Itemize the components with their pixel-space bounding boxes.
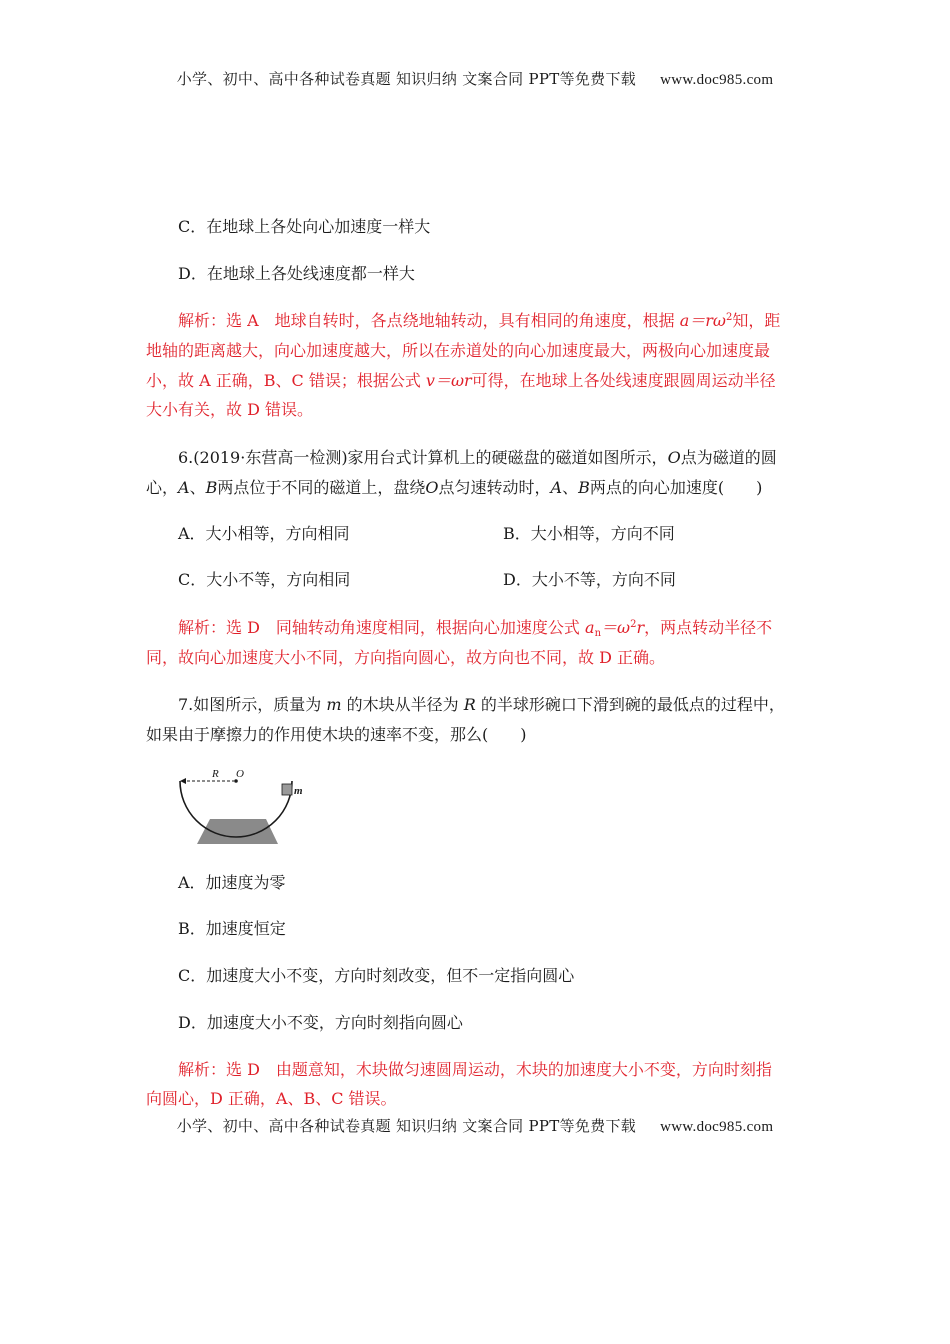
q5-formula: a＝rω (679, 311, 726, 330)
label-m: m (294, 785, 303, 797)
q5-answer-line-2: 地轴的距离越大，向心加速度越大，所以在赤道处的向心加速度最大，两极向心加速度最 (146, 341, 771, 360)
q6-option-c: C．大小不等，方向相同 (178, 570, 351, 589)
q6-stem-text: 点为磁道的圆 (680, 448, 777, 467)
q6-stem-line-1 (178, 445, 777, 471)
q6-answer-text: ，两点转动半径不 (644, 618, 773, 637)
q7-option-b: B．加速度恒定 (178, 919, 286, 938)
label-r: R (212, 768, 219, 780)
label-o: O (236, 768, 244, 780)
bowl-base-stand (197, 819, 278, 844)
q6-stem-text: 6.(2019·东营高一检测)家用台式计算机上的硬磁盘的磁道如图所示， (178, 448, 668, 467)
footer-site: www.doc985.com (660, 1119, 774, 1135)
q7-option-c: C．加速度大小不变，方向时刻改变，但不一定指向圆心 (178, 966, 575, 985)
q5-answer-line-1 (178, 308, 780, 334)
q7-option-a: A．加速度为零 (178, 873, 286, 892)
footer-text: 小学、初中、高中各种试卷真题 知识归纳 文案合同 PPT等免费下载 (176, 1117, 637, 1135)
q7-stem-text: 7.如图所示，质量为 (178, 695, 327, 714)
q6-var-a: A (178, 478, 190, 497)
q7-stem-text: 的半球形碗口下滑到碗的最低点的过程中， (475, 695, 785, 714)
q6-option-a: A．大小相等，方向相同 (178, 524, 350, 543)
q6-formula-sub: n (594, 628, 602, 639)
q6-stem-text: 点匀速转动时， (438, 478, 551, 497)
q6-option-d: D．大小不等，方向不同 (503, 570, 676, 589)
q6-stem-line-2 (146, 475, 762, 501)
q6-stem-text: 、 (562, 478, 579, 497)
q6-answer-text: 解析：选 D 同轴转动角速度相同，根据向心加速度公式 (178, 618, 586, 637)
q7-bowl-figure (170, 765, 320, 847)
q5-formula-sup: 2 (725, 312, 733, 323)
page-footer (0, 1115, 950, 1136)
q5-option-d: D．在地球上各处线速度都一样大 (178, 264, 415, 283)
q7-stem-line-1 (178, 692, 785, 718)
page-header (0, 68, 950, 89)
q7-stem-text: 的木块从半径为 (341, 695, 464, 714)
q7-answer-line-1: 解析：选 D 由题意知，木块做匀速圆周运动，木块的加速度大小不变，方向时刻指 (178, 1060, 772, 1079)
q6-var-o: O (425, 478, 439, 497)
q6-formula-omega: ＝ω (601, 618, 631, 637)
q5-answer-text: 知，距 (732, 311, 781, 330)
q7-answer-line-2: 向圆心，D 正确，A、B、C 错误。 (146, 1089, 397, 1108)
q5-answer-text: 解析：选 A 地球自转时，各点绕地轴转动，具有相同的角速度，根据 (178, 311, 680, 330)
q7-var-r: R (463, 695, 476, 714)
q6-answer-line-1 (178, 615, 772, 641)
q5-answer-line-3 (146, 368, 776, 394)
q7-option-d: D．加速度大小不变，方向时刻指向圆心 (178, 1013, 463, 1032)
wood-block-m (282, 784, 292, 795)
q6-stem-text: 两点位于不同的磁道上，盘绕 (217, 478, 426, 497)
q6-stem-text: 、 (189, 478, 206, 497)
q7-var-m: m (326, 695, 342, 714)
q5-answer-text: 小，故 A 正确，B、C 错误；根据公式 (146, 371, 426, 390)
q6-var-b: B (205, 478, 218, 497)
q7-stem-line-2: 如果由于摩擦力的作用使木块的速率不变，那么( ) (146, 725, 527, 744)
q5-option-c: C．在地球上各处向心加速度一样大 (178, 217, 431, 236)
header-text: 小学、初中、高中各种试卷真题 知识归纳 文案合同 PPT等免费下载 (176, 70, 637, 88)
q5-answer-text: 可得，在地球上各处线速度跟圆周运动半径 (471, 371, 776, 390)
q5-answer-line-4: 大小有关，故 D 错误。 (146, 400, 314, 419)
radius-arrow-icon (180, 778, 186, 784)
q6-stem-text: 两点的向心加速度( ) (589, 478, 763, 497)
q6-stem-text: 心， (146, 478, 179, 497)
q6-formula-a: a (585, 618, 595, 637)
q6-answer-line-2: 同，故向心加速度大小不同，方向指向圆心，故方向也不同，故 D 正确。 (146, 648, 666, 667)
q5-formula-2: v＝ωr (425, 371, 472, 390)
header-site: www.doc985.com (660, 72, 774, 88)
q6-var-a: A (550, 478, 563, 497)
q6-formula-sup: 2 (630, 619, 637, 630)
q6-option-b: B．大小相等，方向不同 (503, 524, 675, 543)
q6-formula-r: r (636, 618, 645, 637)
q6-var-b: B (578, 478, 590, 497)
q6-var-o: O (667, 448, 681, 467)
